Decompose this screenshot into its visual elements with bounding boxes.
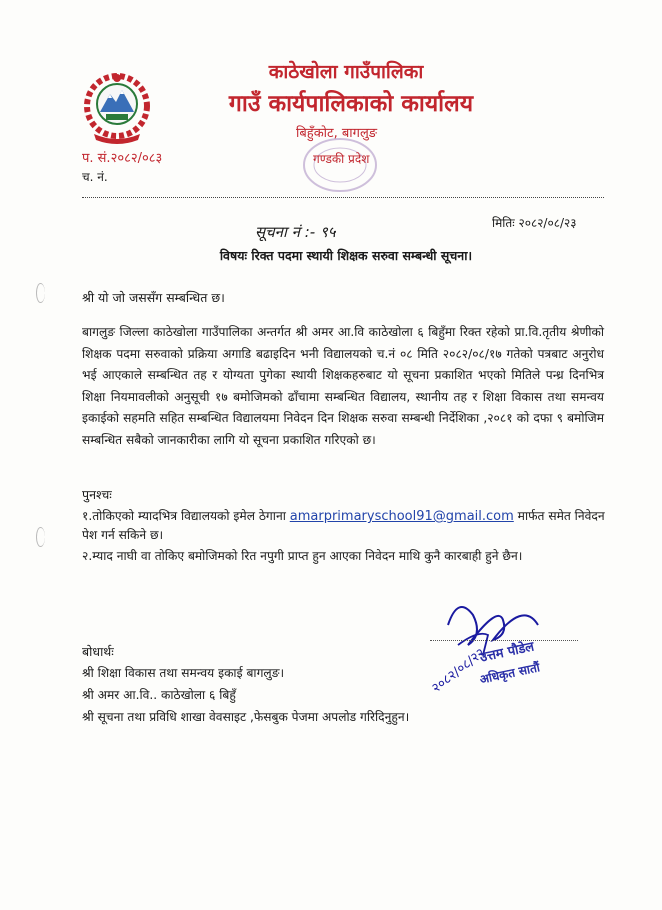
letter-date: मितिः २०८२/०८/२३ bbox=[492, 216, 577, 230]
postscript-item-1-text: १.तोकिएको म्यादभित्र विद्यालयको इमेल ठेगाना bbox=[82, 509, 286, 523]
body-paragraph: बागलुङ जिल्ला काठेखोला गाउँपालिका अन्तर्गत श्री अमर आ.वि काठेखोला ६ बिहुँमा रिक्त रहेको प्रा.वि.तृतीय श्रेणीको शिक्षक पदमा सरुवाको प्रक्रिया अगाडि बढाइदिन भनी विद्यालयको च.नं ०८ मिति २०८२/०८/१७ गतेको पत्रबाट अनुरोध भई आएकाले सम्बन्धित तह र योग्यता पुगेका स्थायी शिक्षकहरुबाट यो सूचना प्रकाशित भएको मितिले पन्ध्र दिनभित्र शिक्षा नियमावलीको अनुसूची १७ बमोजिमको ढाँचामा सम्बन्धित विद्यालय, स्थानीय तह र शिक्षा विकास तथा समन्वय इकाईको सहमति सहित सम्बन्धित विद्यालयमा निवेदन दिन शिक्षक सरुवा सम्बन्धी निर्देशिका ,२०८१ को दफा ९ बमोजिम सम्बन्धित सबैको जानकारीका लागि यो सूचना प्रकाशित गरिएको छ। bbox=[82, 325, 604, 447]
signer-title-stamp: अधिकृत सातौं bbox=[478, 660, 542, 687]
punch-mark bbox=[36, 283, 45, 303]
office-name: काठेखोला गाउँपालिका bbox=[268, 61, 424, 83]
cc-item: श्री शिक्षा विकास तथा समन्वय इकाई बागलुङ। bbox=[82, 666, 285, 680]
notice-number: सूचना नं :- ९५ bbox=[255, 223, 336, 241]
office-subtitle: गाउँ कार्यपालिकाको कार्यालय bbox=[228, 91, 474, 117]
cc-item: श्री सूचना तथा प्रविधि शाखा वेवसाइट ,फेसबुक पेजमा अपलोड गरिदिनुहुन। bbox=[82, 710, 410, 724]
postscript-label: पुनश्चः bbox=[82, 487, 112, 502]
postscript-item-1-text-end: मार्फत समेत निवेदन पेश गर्न सकिने छ। bbox=[82, 509, 605, 542]
subject-line: विषयः रिक्त पदमा स्थायी शिक्षक सरुवा सम्बन्धी सूचना। bbox=[219, 248, 473, 263]
postscript-item-1 bbox=[82, 507, 612, 545]
dispatch-number: च. नं. bbox=[82, 170, 108, 184]
signer-name-stamp: उत्तम पौडेल bbox=[478, 639, 536, 666]
office-address: बिहुँकोट, बागलुङ bbox=[296, 126, 378, 141]
cc-item: श्री अमर आ.वि.. काठेखोला ६ बिहुँ bbox=[82, 688, 236, 702]
header-divider bbox=[82, 197, 604, 198]
signature-date: २०८२/०८/२२ bbox=[429, 645, 488, 697]
punch-mark bbox=[36, 527, 45, 547]
signature-line bbox=[430, 640, 578, 641]
cc-label: बोधार्थः bbox=[82, 644, 114, 659]
postscript-item-2: २.म्याद नाघी वा तोकिए बमोजिमको रित नपुगी प्राप्त हुन आएका निवेदन माथि कुनै कारबाही हुने छैन। bbox=[82, 549, 523, 563]
reference-number: प. सं.२०८२/०८३ bbox=[82, 151, 163, 166]
salutation: श्री यो जो जससँग सम्बन्धित छ। bbox=[82, 290, 225, 305]
office-province: गण्डकी प्रदेश bbox=[313, 152, 370, 166]
email-link[interactable]: amarprimaryschool91@gmail.com bbox=[289, 509, 514, 524]
